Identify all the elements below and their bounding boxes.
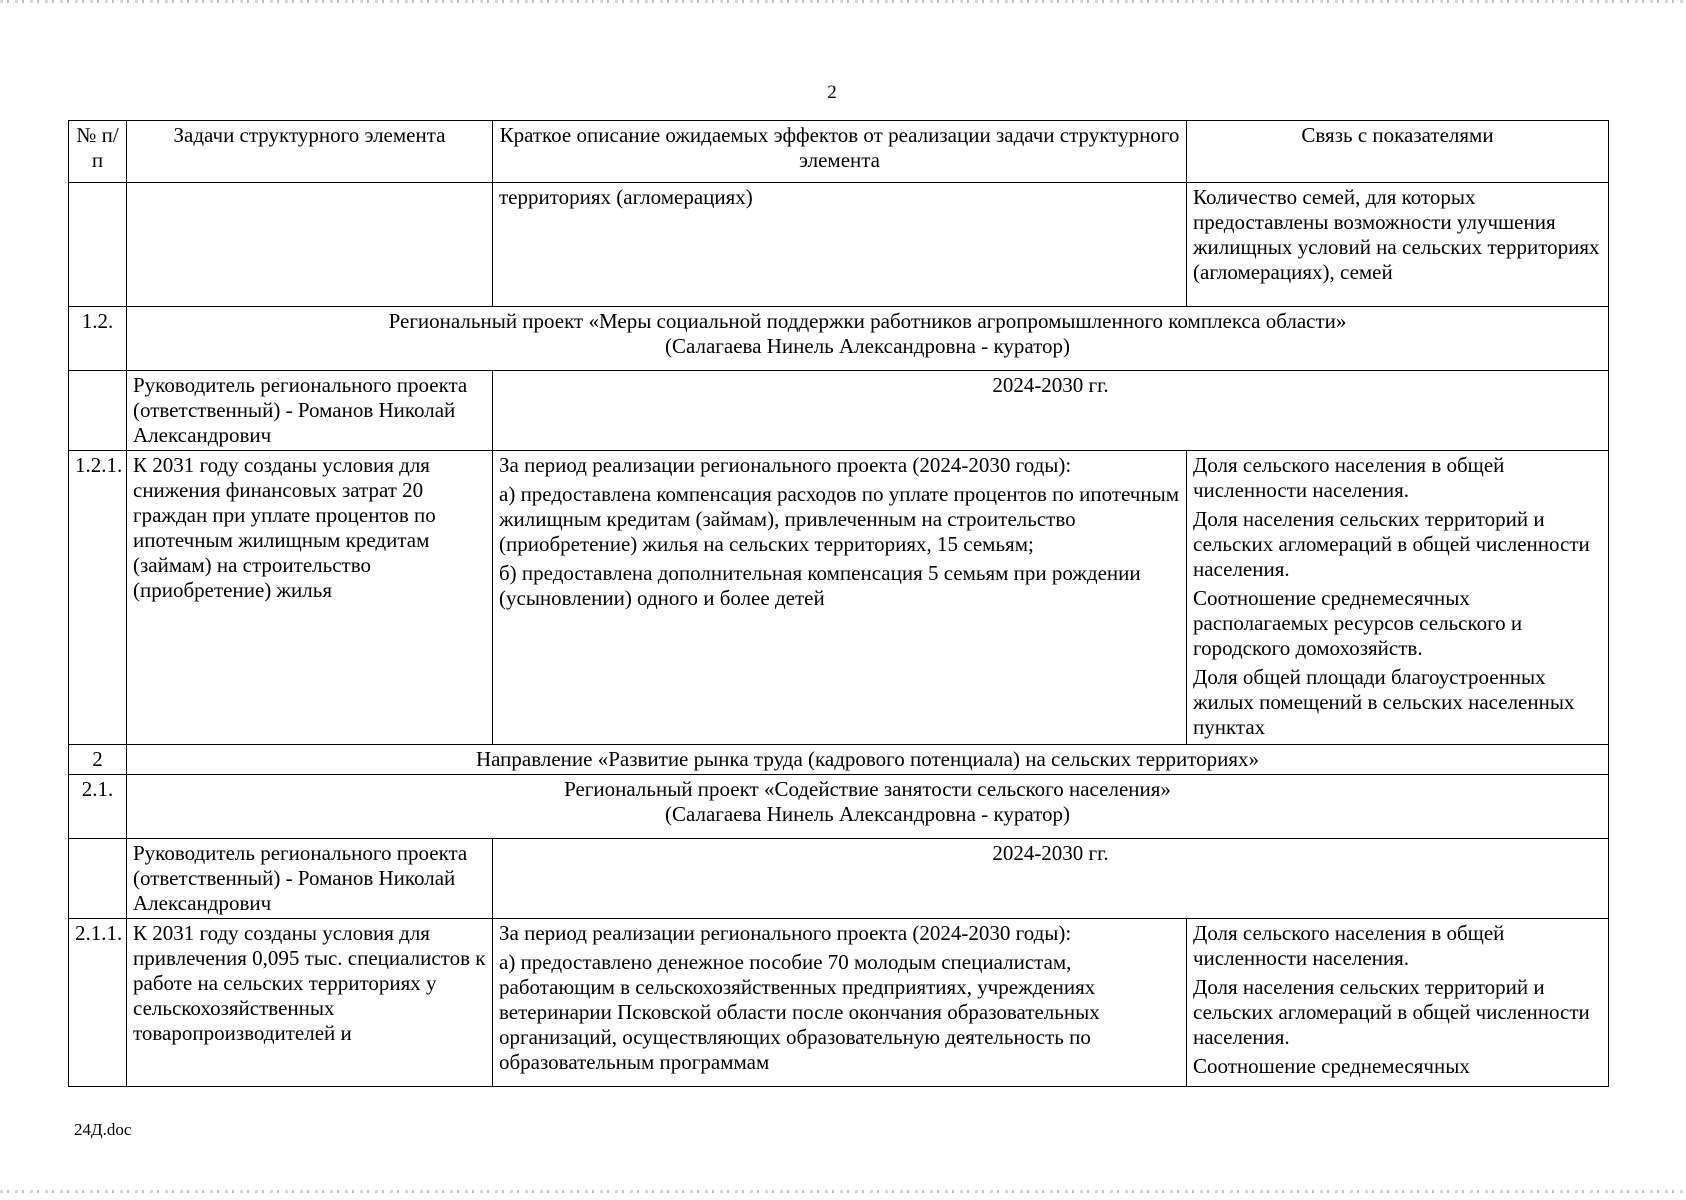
cell-num: 2	[69, 745, 127, 775]
indicator-item: Соотношение среднемесячных	[1193, 1054, 1470, 1078]
direction-title: Направление «Развитие рынка труда (кадрового потенциала) на сельских территориях»	[127, 745, 1609, 775]
table-header-row	[69, 121, 1609, 183]
scan-edge-top	[0, 0, 1686, 3]
indicator-item: Доля сельского населения в общей численности населения.	[1193, 453, 1505, 502]
project-leader: Руководитель регионального проекта (ответственный) - Романов Николай Александрович	[127, 371, 493, 451]
indicator-item: Доля населения сельских территорий и сельских агломераций в общей численности населения.	[1193, 507, 1590, 581]
cell-num-empty	[69, 839, 127, 919]
table-row-direction-2	[69, 745, 1609, 775]
cell-description: территориях (агломерациях)	[493, 183, 1187, 307]
project-title: Региональный проект «Меры социальной поддержки работников агропромышленного комплекса области»	[388, 309, 1347, 333]
table-row-continued	[69, 183, 1609, 307]
cell-task-empty	[127, 183, 493, 307]
task-description	[493, 451, 1187, 745]
indicators-table	[68, 120, 1609, 1087]
scan-edge-bottom	[0, 1190, 1686, 1193]
table-row-task-1-2-1	[69, 451, 1609, 745]
header-link: Связь с показателями	[1187, 121, 1609, 183]
task-indicators	[1187, 919, 1609, 1087]
table-row-task-2-1-1	[69, 919, 1609, 1087]
table-row-project-2-1	[69, 775, 1609, 839]
indicator-item: Доля общей площади благоустроенных жилых помещений в сельских населенных пунктах	[1193, 665, 1575, 739]
table-row-lead-2-1	[69, 839, 1609, 919]
project-title: Региональный проект «Содействие занятости сельского населения»	[564, 777, 1171, 801]
project-period: 2024-2030 гг.	[493, 839, 1609, 919]
header-task: Задачи структурного элемента	[127, 121, 493, 183]
description-paragraph: За период реализации регионального проекта (2024-2030 годы):	[499, 453, 1072, 477]
task-indicators	[1187, 451, 1609, 745]
footer-filename: 24Д.doc	[74, 1120, 132, 1139]
project-title-cell	[127, 307, 1609, 371]
table-row-lead-1-2	[69, 371, 1609, 451]
header-description: Краткое описание ожидаемых эффектов от реализации задачи структурного элемента	[493, 121, 1187, 183]
description-paragraph: За период реализации регионального проекта (2024-2030 годы):	[499, 921, 1072, 945]
description-paragraph: а) предоставлена компенсация расходов по уплате процентов по ипотечным жилищным кредитам (займам), привлеченным на строительство (приобретение) жилья на сельских территориях, 15 семьям;	[499, 482, 1179, 556]
cell-num: 2.1.	[69, 775, 127, 839]
cell-num-empty	[69, 183, 127, 307]
project-period: 2024-2030 гг.	[493, 371, 1609, 451]
project-curator: (Салагаева Нинель Александровна - куратор)	[664, 334, 1071, 358]
indicator-item: Доля населения сельских территорий и сельских агломераций в общей численности населения.	[1193, 975, 1590, 1049]
indicator-item: Доля сельского населения в общей численности населения.	[1193, 921, 1505, 970]
header-num: № п/п	[69, 121, 127, 183]
description-paragraph: а) предоставлено денежное пособие 70 молодым специалистам, работающим в сельскохозяйственных предприятиях, учреждениях ветеринарии Псковской области после окончания образовательных организаций, осуществляющих образовательную деятельность по образовательным программам	[499, 950, 1100, 1074]
task-text: К 2031 году созданы условия для привлечения 0,095 тыс. специалистов к работе на сельских территориях у сельскохозяйственных товаропроизводителей и	[127, 919, 493, 1087]
cell-num: 2.1.1.	[69, 919, 127, 1087]
cell-link: Количество семей, для которых предоставлены возможности улучшения жилищных условий на сельских территориях (агломерациях), семей	[1187, 183, 1609, 307]
cell-num: 1.2.1.	[69, 451, 127, 745]
project-title-cell	[127, 775, 1609, 839]
project-curator: (Салагаева Нинель Александровна - куратор)	[664, 802, 1071, 826]
cell-num: 1.2.	[69, 307, 127, 371]
description-paragraph: б) предоставлена дополнительная компенсация 5 семьям при рождении (усыновлении) одного и более детей	[499, 561, 1141, 610]
project-leader: Руководитель регионального проекта (ответственный) - Романов Николай Александрович	[127, 839, 493, 919]
cell-num-empty	[69, 371, 127, 451]
task-description	[493, 919, 1187, 1087]
indicator-item: Соотношение среднемесячных располагаемых ресурсов сельского и городского домохозяйств.	[1193, 586, 1523, 660]
page-number: 2	[827, 82, 837, 103]
task-text: К 2031 году созданы условия для снижения финансовых затрат 20 граждан при уплате процентов по ипотечным жилищным кредитам (займам) на строительство (приобретение) жилья	[127, 451, 493, 745]
table-row-project-1-2	[69, 307, 1609, 371]
